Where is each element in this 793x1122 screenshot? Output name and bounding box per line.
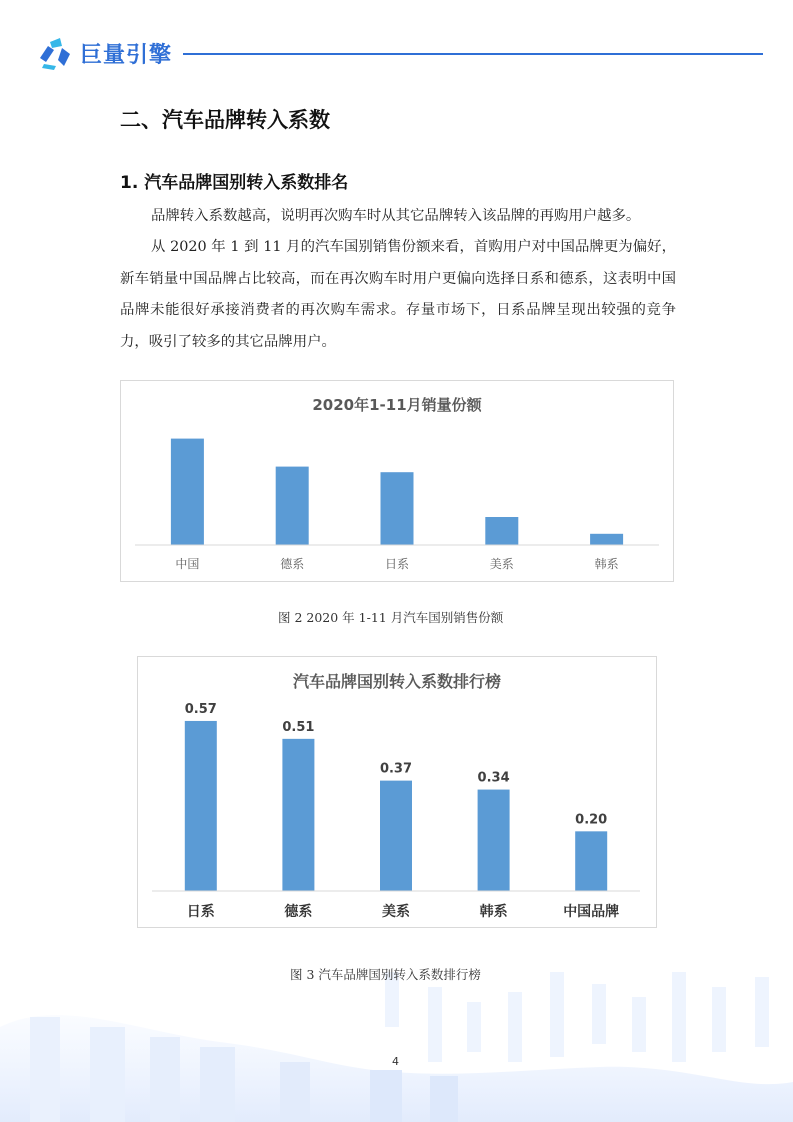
- chart-category-label: 美系: [489, 557, 514, 571]
- chart-data-label: 0.57: [184, 701, 217, 717]
- chart-category-label: 德系: [280, 557, 305, 571]
- chart-category-label: 韩系: [479, 904, 508, 920]
- chart-category-label: 中国品牌: [563, 904, 620, 920]
- chart-data-label: 0.20: [575, 812, 608, 828]
- header-divider: [183, 53, 763, 55]
- chart-bar: [276, 467, 309, 545]
- section-title: 二、汽车品牌转入系数: [120, 108, 330, 132]
- sales-share-chart-svg: [121, 381, 673, 581]
- chart-bar: [485, 517, 518, 545]
- chart-title: 汽车品牌国别转入系数排行榜: [292, 672, 502, 691]
- chart-bar: [381, 472, 414, 545]
- brand-name: 巨量引擎: [80, 42, 173, 68]
- paragraph: 品牌转入系数越高，说明再次购车时从其它品牌转入该品牌的再购用户越多。: [151, 208, 641, 224]
- chart-bar: [590, 534, 623, 545]
- ocean-engine-logo-icon: [36, 36, 74, 70]
- brand-logo: [36, 36, 172, 70]
- chart-bar: [380, 781, 412, 891]
- paragraph: 从 2020 年 1 到 11 月的汽车国别销售份额来看，首购用户对中国品牌更为偏好，新车销量中国品牌占比较高，而在再次购车时用户更偏向选择日系和德系，这表明中国品牌未能很好承接消费者的再次购车需求。存量市场下，日系品牌呈现出较强的竞争力，吸引了较多的其它品牌用户。: [120, 239, 676, 350]
- chart-data-label: 0.51: [282, 719, 315, 735]
- chart-data-label: 0.34: [477, 770, 510, 786]
- page-number: 4: [392, 1055, 399, 1068]
- chart-category-label: 日系: [186, 904, 215, 920]
- chart-category-label: 日系: [384, 557, 410, 571]
- subsection-title: 1. 汽车品牌国别转入系数排名: [120, 173, 349, 193]
- sales-share-chart: [120, 380, 674, 582]
- chart-category-label: 美系: [382, 904, 410, 920]
- transfer-coefficient-chart: [137, 656, 657, 928]
- chart-bar: [185, 721, 217, 891]
- chart-data-label: 0.37: [379, 761, 413, 777]
- chart-bar: [282, 739, 314, 891]
- chart-title: 2020年1-11月销量份额: [312, 396, 482, 414]
- chart-category-label: 韩系: [594, 557, 619, 571]
- decorative-footer-graphic: [0, 972, 793, 1122]
- chart-category-label: 德系: [284, 904, 313, 920]
- chart-bar: [171, 439, 204, 545]
- figure-caption: 图 2 2020 年 1-11 月汽车国别销售份额: [278, 610, 504, 625]
- chart-bar: [575, 831, 607, 891]
- transfer-coefficient-chart-svg: [138, 657, 656, 927]
- chart-category-label: 中国: [175, 557, 200, 571]
- figure-caption: 图 3 汽车品牌国别转入系数排行榜: [290, 967, 481, 982]
- chart-bar: [478, 790, 510, 891]
